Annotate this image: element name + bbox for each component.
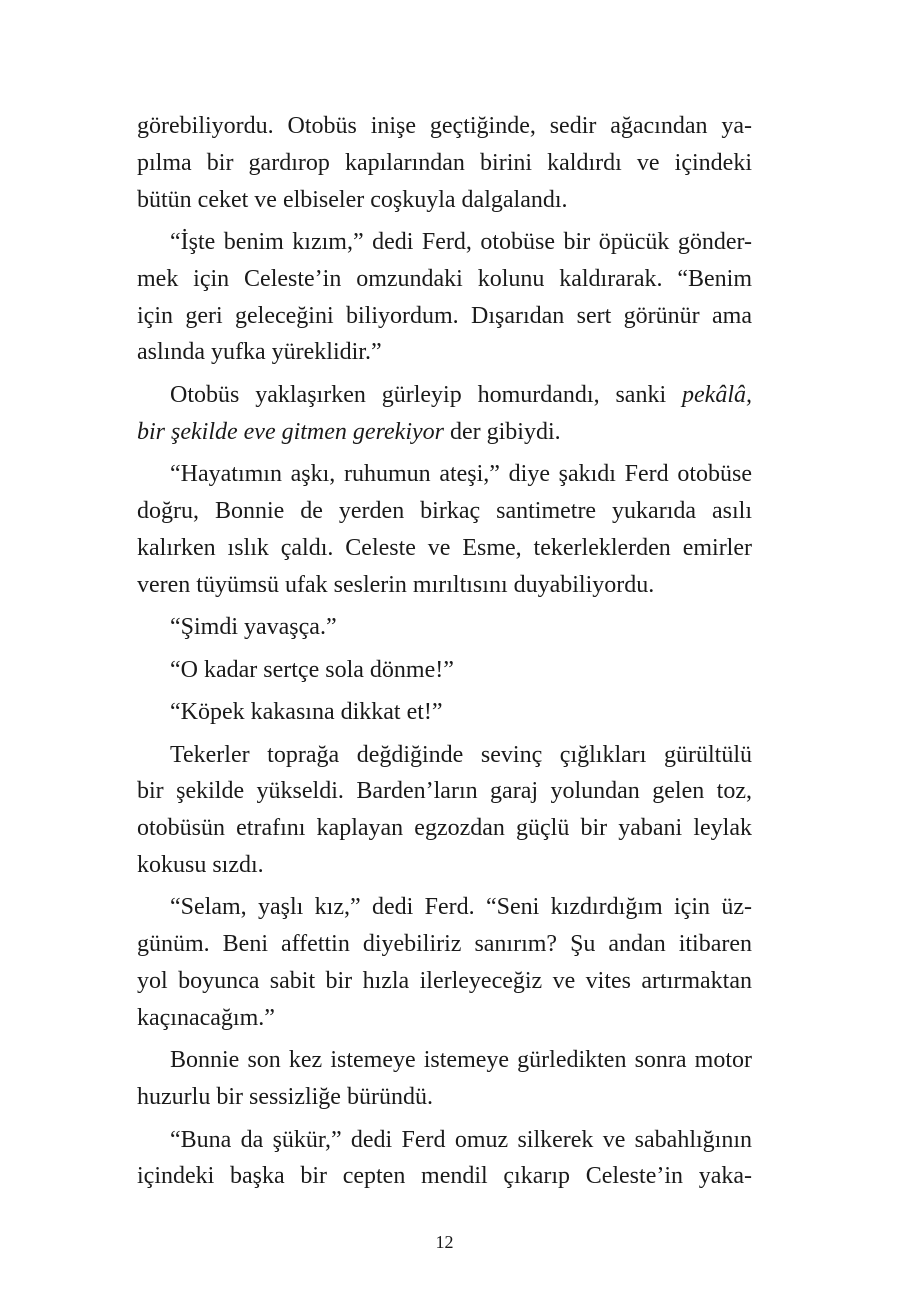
- text-line: içindeki başka bir cepten mendil çıkarıp Celeste’in yaka-: [137, 1163, 752, 1190]
- text-line: Tekerler toprağa değdiğinde sevinç çığlıkları gürültülü: [170, 741, 752, 768]
- text-line: pılma bir gardırop kapılarından birini kaldırdı ve içindeki: [137, 149, 752, 176]
- page-number: 12: [435, 1232, 454, 1252]
- text-line: kokusu sızdı.: [137, 851, 264, 878]
- paragraph: [137, 1042, 752, 1116]
- text-line: aslında yufka yüreklidir.”: [137, 339, 382, 366]
- text-line: bütün ceket ve elbiseler coşkuyla dalgalandı.: [137, 186, 568, 213]
- text-line: huzurlu bir sessizliğe büründü.: [137, 1084, 433, 1111]
- text-segment: Otobüs yaklaşırken gürleyip homurdandı, sanki: [170, 381, 667, 408]
- text-line: yol boyunca sabit bir hızla ilerleyeceğiz ve vites artırmaktan: [137, 968, 752, 995]
- text-line: bir şekilde yükseldi. Barden’ların garaj yolundan gelen toz,: [137, 778, 752, 805]
- text-line: günüm. Beni affettin diyebiliriz sanırım? Şu andan itibaren: [137, 931, 752, 958]
- text-line: “Buna da şükür,” dedi Ferd omuz silkerek ve sabahlığının: [170, 1126, 752, 1153]
- paragraph: [137, 456, 752, 603]
- paragraph: [137, 609, 752, 646]
- text-line: [137, 414, 752, 451]
- paragraph: [137, 889, 752, 1036]
- paragraph: [137, 224, 752, 371]
- text-line: “İşte benim kızım,” dedi Ferd, otobüse bir öpücük gönder-: [170, 229, 752, 256]
- text-line: için geri geleceğini biliyordum. Dışarıdan sert görünür ama: [137, 302, 752, 329]
- text-line: [137, 377, 752, 414]
- text-line: görebiliyordu. Otobüs inişe geçtiğinde, sedir ağacından ya-: [137, 113, 752, 139]
- text-line: “O kadar sertçe sola dönme!”: [170, 656, 454, 683]
- text-line: “Selam, yaşlı kız,” dedi Ferd. “Seni kızdırdığım için üz-: [170, 894, 752, 921]
- text-line: mek için Celeste’in omzundaki kolunu kaldırarak. “Benim: [137, 265, 752, 292]
- italic-text: bir şekilde eve gitmen gerekiyor: [137, 418, 444, 445]
- paragraph: [137, 377, 752, 451]
- text-line: kaçınacağım.”: [137, 1004, 275, 1031]
- text-line: “Şimdi yavaşça.”: [170, 614, 337, 641]
- text-line: doğru, Bonnie de yerden birkaç santimetre yukarıda asılı: [137, 498, 752, 525]
- text-segment: der gibiydi.: [449, 418, 561, 445]
- text-line: veren tüyümsü ufak seslerin mırıltısını duyabiliyordu.: [137, 571, 655, 598]
- paragraph: [137, 694, 752, 731]
- paragraph: [137, 652, 752, 689]
- paragraph: [137, 1122, 752, 1196]
- paragraph: [137, 108, 752, 218]
- text-line: Bonnie son kez istemeye istemeye gürledikten sonra motor: [170, 1047, 752, 1074]
- text-line: “Hayatımın aşkı, ruhumun ateşi,” diye şakıdı Ferd otobüse: [170, 461, 752, 488]
- text-line: kalırken ıslık çaldı. Celeste ve Esme, tekerleklerden emirler: [137, 534, 752, 561]
- italic-text: pekâlâ,: [682, 381, 752, 408]
- text-column: [137, 108, 752, 1195]
- text-line: “Köpek kakasına dikkat et!”: [170, 699, 443, 726]
- text-line: otobüsün etrafını kaplayan egzozdan güçlü bir yabani leylak: [137, 815, 752, 842]
- paragraph: [137, 737, 752, 884]
